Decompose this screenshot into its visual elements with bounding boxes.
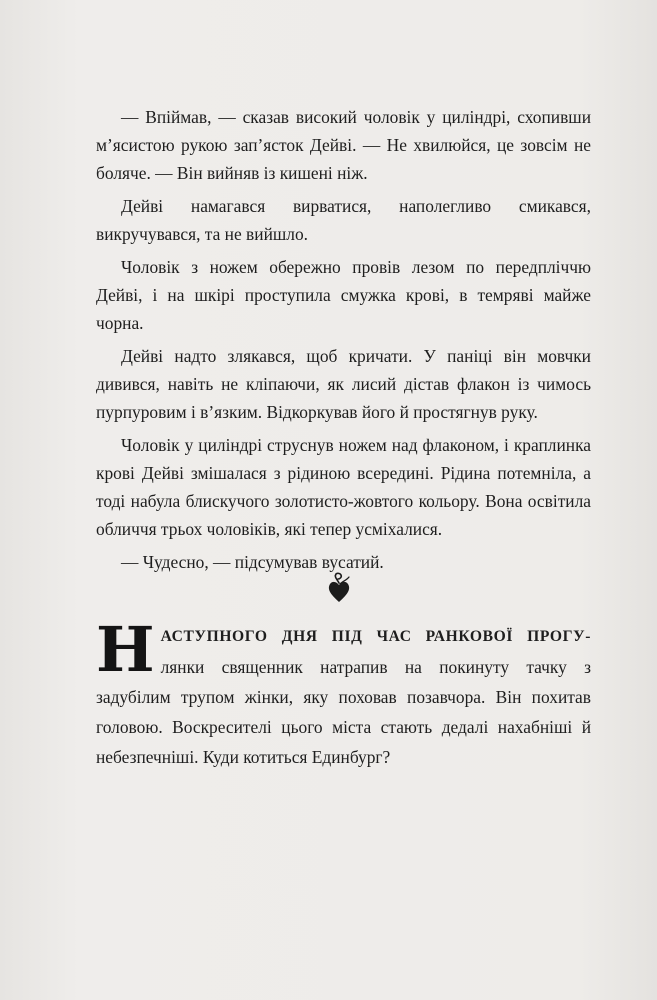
paragraph: Дейві надто злякався, щоб кричати. У паніці він мовчки дивився, навіть не кліпаючи, як лисий дістав флакон із чимось пурпуровим і в’язким. Відкоркував його й простягнув руку.: [96, 346, 591, 422]
paragraph: Дейві намагався вирватися, наполегливо смикався, викручувався, та не вийшло.: [96, 196, 591, 244]
drop-cap: Н: [96, 613, 155, 686]
paragraph: — Впіймав, — сказав високий чоловік у циліндрі, схопивши м’ясистою рукою зап’ясток Дейві. — Не хвилюйся, це зовсім не боляче. — Він вийняв із кишені ніж.: [96, 107, 591, 183]
heart-flourish-icon: [324, 572, 354, 604]
section-opening: [96, 613, 591, 772]
main-text: [96, 103, 591, 581]
paragraph: Чоловік у циліндрі струснув ножем над флаконом, і краплинка крові Дейві змішалася з рідиною всередині. Рідина потемніла, а тоді набула блискучого золотисто-жовтого кольору. Вона освітила обличчя трьох чоловіків, які тепер усміхалися.: [96, 435, 591, 539]
paragraph: — Чудесно, — підсумував вусатий.: [121, 552, 384, 572]
section-body: лянки священник натрапив на покинуту тачку з задубілим трупом жінки, яку поховав позавчора. Він похитав головою. Воскресителі цього міста стають дедалі нахабніші й небезпечніші. Куди котиться Единбург?: [96, 657, 591, 767]
paragraph: Чоловік з ножем обережно провів лезом по передпліччю Дейві, і на шкірі проступила смужка крові, в темряві майже чорна.: [96, 257, 591, 333]
lead-in-caps: АСТУПНОГО ДНЯ ПІД ЧАС РАНКОВОЇ ПРОГУ-: [160, 628, 591, 645]
